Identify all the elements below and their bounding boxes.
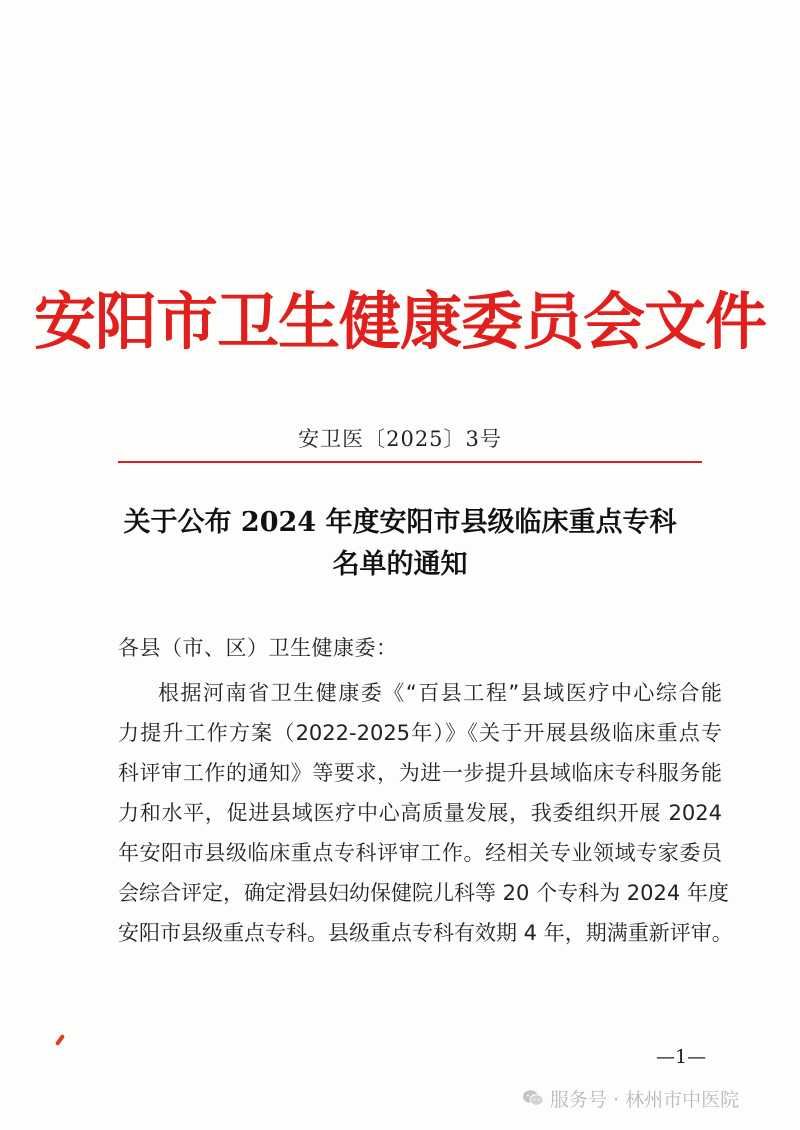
body-line: 根据河南省卫生健康委《“百县工程”县域医疗中心综合能: [158, 681, 722, 705]
watermark-text: 服务号 · 林州市中医院: [550, 1088, 740, 1111]
source-watermark: [522, 1086, 739, 1110]
red-divider: [118, 461, 702, 463]
subject-line-1: 关于公布 2024 年度安阳市县级临床重点专科: [123, 507, 677, 538]
body-line: 科评审工作的通知》等要求，为进一步提升县域临床专科服务能: [118, 761, 722, 785]
body-line: 会综合评定，确定滑县妇幼保健院儿科等 20 个专科为 2024 年度: [118, 881, 729, 905]
wechat-icon: [522, 1089, 544, 1107]
body-line: 安阳市县级重点专科。县级重点专科有效期 4 年，期满重新评审。: [118, 921, 733, 945]
document-number: 安卫医〔2025〕3号: [298, 427, 502, 451]
subject-line-2: 名单的通知: [332, 549, 468, 580]
body-line: 年安阳市县级临床重点专科评审工作。经相关专业领域专家委员: [118, 841, 722, 865]
body-line: 力和水平，促进县域医疗中心高质量发展，我委组织开展 2024: [118, 801, 722, 825]
notice-subject: [0, 502, 800, 586]
red-ink-mark: [55, 1034, 65, 1046]
page-number: —1—: [656, 1046, 707, 1068]
salutation: 各县（市、区）卫生健康委：: [118, 636, 398, 660]
body-text: [118, 673, 733, 953]
issuer-header: 安阳市卫生健康委员会文件: [33, 285, 766, 358]
body-line: 力提升工作方案（2022-2025年）》《关于开展县级临床重点专: [118, 721, 722, 745]
